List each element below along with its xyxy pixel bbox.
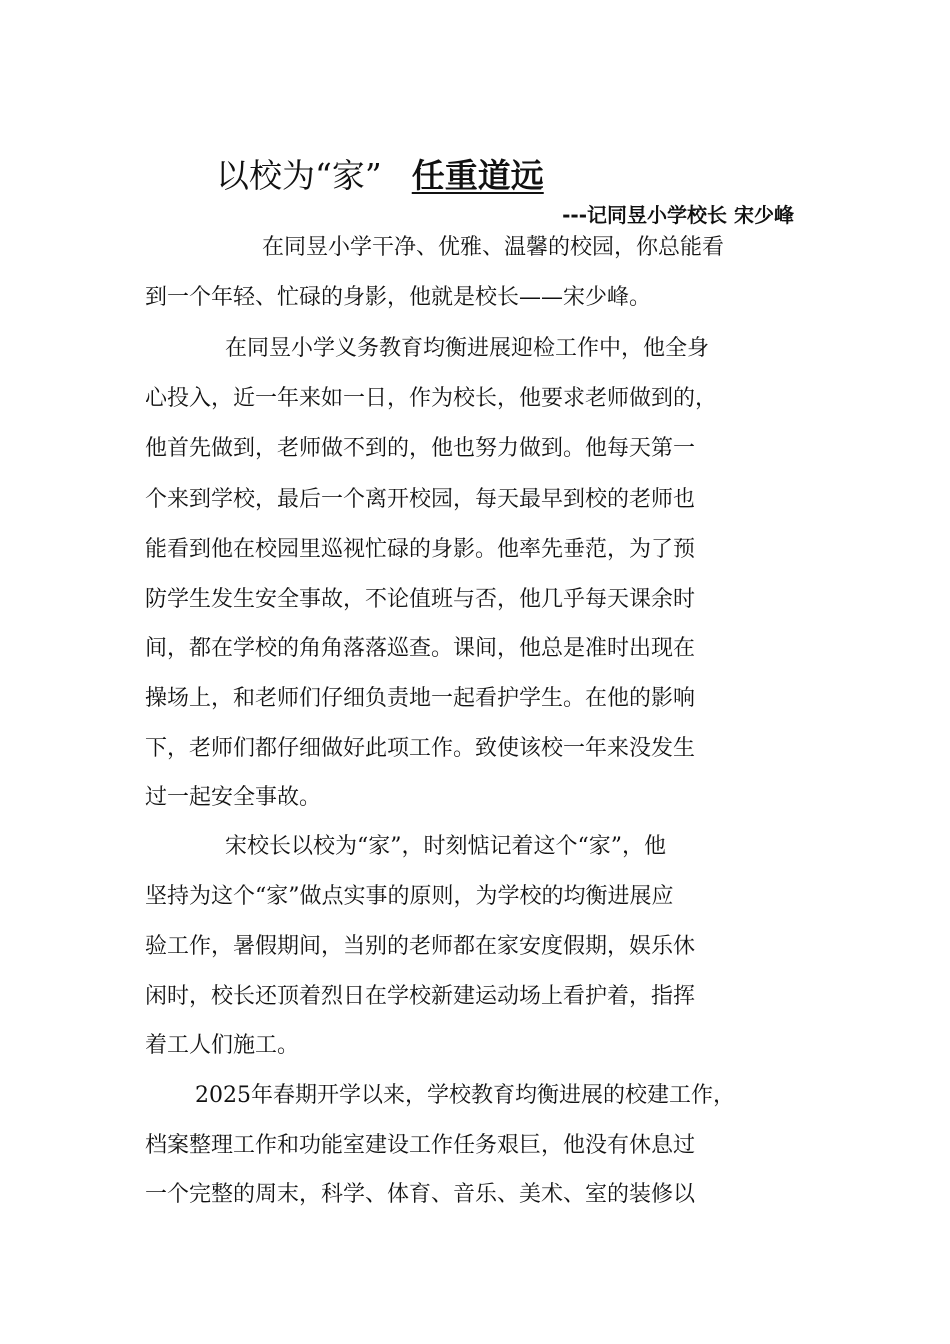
body-line: 宋校长以校为“家”，时刻惦记着这个“家”，他 xyxy=(225,834,666,859)
body-line: 下，老师们都仔细做好此项工作。致使该校一年来没发生 xyxy=(145,736,696,761)
title-emphasis: 任重道远 xyxy=(411,156,544,195)
body-line: 个来到学校，最后一个离开校园，每天最早到校的老师也 xyxy=(145,487,696,512)
body-line: 间，都在学校的角角落落巡查。课间，他总是准时出现在 xyxy=(145,636,696,661)
title-main: 以校为“家” xyxy=(216,156,382,195)
body-line: 心投入，近一年来如一日，作为校长，他要求老师做到的， xyxy=(145,386,718,411)
body-line: 他首先做到，老师做不到的，他也努力做到。他每天第一 xyxy=(145,436,696,461)
body-line: 过一起安全事故。 xyxy=(145,785,322,810)
body-line: 操场上，和老师们仔细负责地一起看护学生。在他的影响 xyxy=(145,686,696,711)
body-line: 着工人们施工。 xyxy=(145,1033,300,1058)
document-subtitle: ---记同昱小学校长 宋少峰 xyxy=(562,203,794,227)
body-line: 防学生发生安全事故，不论值班与否，他几乎每天课余时 xyxy=(145,587,696,612)
body-line: 档案整理工作和功能室建设工作任务艰巨，他没有休息过 xyxy=(145,1133,696,1158)
body-line: 在同昱小学干净、优雅、温馨的校园，你总能看 xyxy=(262,235,725,260)
body-line: 能看到他在校园里巡视忙碌的身影。他率先垂范，为了预 xyxy=(145,537,696,562)
body-line: 一个完整的周末，科学、体育、音乐、美术、室的装修以 xyxy=(145,1182,696,1207)
body-line: 坚持为这个“家”做点实事的原则，为学校的均衡进展应 xyxy=(145,884,674,909)
body-line: 在同昱小学义务教育均衡进展迎检工作中，他全身 xyxy=(225,336,710,361)
document-title xyxy=(216,150,544,197)
body-line: 到一个年轻、忙碌的身影，他就是校长——宋少峰。 xyxy=(145,285,652,310)
body-line: 闲时，校长还顶着烈日在学校新建运动场上看护着，指挥 xyxy=(145,984,696,1009)
body-line: 2025年春期开学以来，学校教育均衡进展的校建工作， xyxy=(195,1083,735,1108)
body-line: 验工作，暑假期间，当别的老师都在家安度假期，娱乐休 xyxy=(145,934,696,959)
